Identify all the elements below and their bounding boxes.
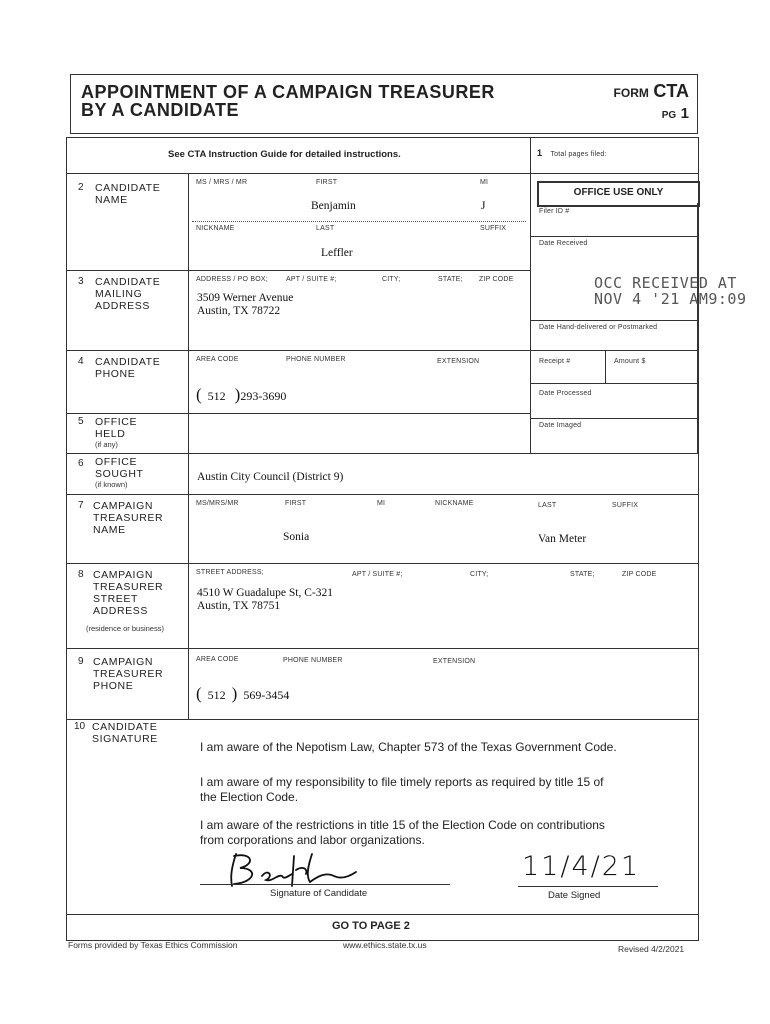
treas-first-value[interactable]: Sonia	[283, 531, 310, 543]
section-3-number: 3	[78, 276, 84, 287]
treas-area-field: AREA CODE	[196, 656, 239, 663]
treas-first-field: FIRST	[285, 500, 307, 507]
cand-area-value: 512	[207, 389, 226, 403]
filer-id-label: Filer ID #	[539, 208, 570, 215]
section-3-label-line2: MAILING	[95, 288, 143, 300]
page-prefix: PG	[661, 110, 677, 121]
section-4-label-line2: PHONE	[95, 368, 136, 380]
treas-nickname-field: NICKNAME	[435, 500, 474, 507]
section-4-number: 4	[78, 356, 84, 367]
section-6-note: (if known)	[95, 480, 128, 489]
form-title-line1: APPOINTMENT OF A CAMPAIGN TREASURER	[81, 82, 495, 102]
section-8-label-line3: STREET	[93, 593, 139, 605]
treas-state-field: STATE;	[570, 571, 595, 578]
section-9-number: 9	[78, 656, 84, 667]
total-pages-label: Total pages filed:	[550, 151, 607, 158]
treas-last-value[interactable]: Van Meter	[538, 533, 587, 545]
restrictions-statement-line1: I am aware of the restrictions in title 15 of the Election Code on contributions	[200, 818, 605, 832]
form-code-value: CTA	[653, 81, 689, 101]
cand-mi-value[interactable]: J	[481, 200, 486, 212]
date-signed-label: Date Signed	[548, 890, 601, 901]
section-3-label-line1: CANDIDATE	[95, 276, 161, 288]
date-signed-value[interactable]: 11/4/21	[522, 851, 641, 882]
treas-city-field: CITY;	[470, 571, 489, 578]
form-header	[70, 74, 698, 134]
cand-number-value: 293-3690	[240, 389, 287, 403]
treas-number-value: 569-3454	[243, 688, 290, 702]
restrictions-statement-line2: from corporations and labor organizations.	[200, 833, 425, 847]
instructions-text: See CTA Instruction Guide for detailed instructions.	[168, 149, 401, 160]
office-use-title: OFFICE USE ONLY	[573, 187, 664, 198]
treas-phone-field: PHONE NUMBER	[283, 657, 343, 664]
cand-apt-field: APT / SUITE #;	[286, 276, 337, 283]
section-10-label-line1: CANDIDATE	[92, 721, 158, 733]
cand-last-value[interactable]: Leffler	[321, 247, 353, 259]
cand-city-field: CITY;	[382, 276, 401, 283]
received-stamp-line2: NOV 4 '21 AM9:09	[594, 290, 747, 308]
section-2-label-line2: NAME	[95, 194, 128, 206]
cand-state-field: STATE;	[438, 276, 463, 283]
section-8-label-line4: ADDRESS	[93, 605, 148, 617]
section-9-label-line1: CAMPAIGN	[93, 656, 154, 668]
cand-mi-field: MI	[480, 179, 489, 186]
cand-suffix-field: SUFFIX	[480, 225, 507, 232]
total-pages	[537, 143, 607, 161]
section-6-number: 6	[78, 458, 84, 469]
nepotism-statement: I am aware of the Nepotism Law, Chapter 573 of the Texas Government Code.	[200, 740, 617, 754]
amount-label: Amount $	[614, 358, 646, 365]
section-8-label-line1: CAMPAIGN	[93, 569, 154, 581]
section-7-number: 7	[78, 500, 84, 511]
receipt-label: Receipt #	[539, 358, 571, 365]
treas-address-line1[interactable]: 4510 W Guadalupe St, C-321	[197, 587, 333, 599]
cand-title-field: MS / MRS / MR	[196, 179, 248, 186]
section-7-label-line2: TREASURER	[93, 512, 164, 524]
treas-last-field: LAST	[538, 502, 557, 509]
total-pages-number: 1	[537, 148, 543, 158]
cand-address-line2[interactable]: Austin, TX 78722	[197, 305, 281, 317]
office-sought-value[interactable]: Austin City Council (District 9)	[197, 471, 344, 483]
section-5-number: 5	[78, 416, 84, 427]
cand-address-field: ADDRESS / PO BOX;	[196, 276, 268, 283]
form-prefix: FORM	[613, 86, 649, 100]
treas-suffix-field: SUFFIX	[612, 502, 639, 509]
section-10-number: 10	[74, 721, 86, 732]
cand-area-field: AREA CODE	[196, 356, 239, 363]
treas-apt-field: APT / SUITE #;	[352, 571, 403, 578]
cand-first-field: FIRST	[316, 179, 338, 186]
page-number: 1	[680, 105, 689, 122]
section-3-label-line3: ADDRESS	[95, 300, 150, 312]
section-8-label-line2: TREASURER	[93, 581, 164, 593]
date-hand-delivered-label: Date Hand-delivered or Postmarked	[539, 324, 658, 331]
received-stamp-line1: OCC RECEIVED AT	[594, 274, 737, 292]
cand-address-line1[interactable]: 3509 Werner Avenue	[197, 292, 294, 304]
cand-zip-field: ZIP CODE	[479, 276, 514, 283]
page-indicator	[662, 105, 689, 123]
section-5-label-line2: HELD	[95, 428, 126, 440]
cand-phone-value[interactable]: ( 512 )293-3690	[196, 385, 287, 404]
form-title-line2: BY A CANDIDATE	[81, 100, 240, 120]
responsibility-statement-line2: the Election Code.	[200, 790, 299, 804]
section-7-label-line1: CAMPAIGN	[93, 500, 154, 512]
treas-mi-field: MI	[377, 500, 386, 507]
cand-phone-field: PHONE NUMBER	[286, 356, 346, 363]
go-to-page-2: GO TO PAGE 2	[332, 920, 410, 932]
treas-street-field: STREET ADDRESS;	[196, 569, 264, 576]
treas-ext-field: EXTENSION	[433, 658, 476, 665]
section-2-label-line1: CANDIDATE	[95, 182, 161, 194]
footer-url[interactable]: www.ethics.state.tx.us	[343, 940, 427, 950]
section-4-label-line1: CANDIDATE	[95, 356, 161, 368]
form-code	[614, 81, 689, 102]
date-processed-label: Date Processed	[539, 390, 592, 397]
section-8-number: 8	[78, 569, 84, 580]
date-received-label: Date Received	[539, 240, 588, 247]
signature-label: Signature of Candidate	[270, 888, 368, 899]
section-8-note: (residence or business)	[86, 624, 164, 633]
section-6-label-line2: SOUGHT	[95, 468, 144, 480]
section-2-number: 2	[78, 182, 84, 193]
treas-area-value: 512	[207, 688, 226, 702]
section-5-note: (if any)	[95, 440, 118, 449]
cand-nickname-field: NICKNAME	[196, 225, 235, 232]
cand-last-field: LAST	[316, 225, 335, 232]
section-6-label-line1: OFFICE	[95, 456, 138, 468]
footer-revised: Revised 4/2/2021	[618, 944, 685, 954]
section-10-label-line2: SIGNATURE	[92, 733, 158, 745]
treas-title-field: MS/MRS/MR	[196, 500, 239, 507]
treas-zip-field: ZIP CODE	[622, 571, 657, 578]
cand-first-value[interactable]: Benjamin	[311, 200, 356, 212]
section-5-label-line1: OFFICE	[95, 416, 138, 428]
section-7-label-line3: NAME	[93, 524, 126, 536]
responsibility-statement-line1: I am aware of my responsibility to file timely reports as required by title 15 of	[200, 775, 604, 789]
section-9-label-line2: TREASURER	[93, 668, 164, 680]
treas-address-line2[interactable]: Austin, TX 78751	[197, 600, 281, 612]
cand-ext-field: EXTENSION	[437, 358, 480, 365]
footer-provided-by: Forms provided by Texas Ethics Commission	[68, 940, 238, 950]
date-imaged-label: Date Imaged	[539, 422, 582, 429]
treas-phone-value[interactable]: ( 512 ) 569-3454	[196, 684, 290, 703]
section-9-label-line3: PHONE	[93, 680, 134, 692]
